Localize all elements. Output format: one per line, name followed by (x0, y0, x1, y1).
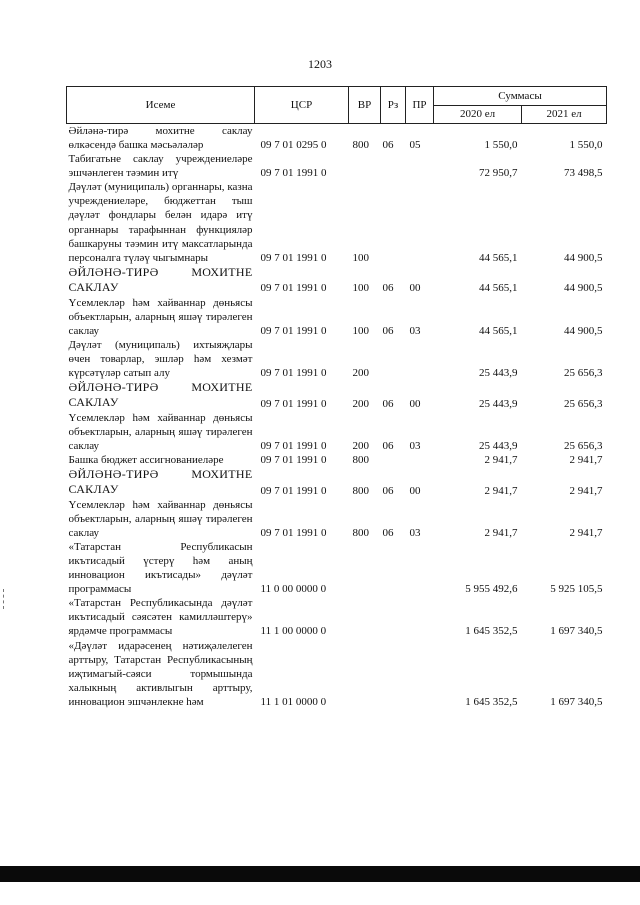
row-pr: 00 (409, 484, 421, 497)
row-csr: 09 7 01 0295 0 (260, 139, 327, 152)
row-name: Үсемлекләр һәм хайваннар дөньясы объектларын, аларның яшәү тирәлеген саклау (68, 296, 253, 337)
row-csr: 09 7 01 1991 0 (260, 439, 327, 452)
row-name: ӘЙЛӘНӘ-ТИРӘ МОХИТНЕ САКЛАУ (68, 264, 253, 295)
row-name: Дәүләт (муниципаль) органнары, казна учреждениеләре, бюджеттан тыш дәүләт фондлары белән идарә итү органнары тарафыннан функцияләр башкаруны тәэмин итү максатларында персоналга түләү чыгымнары (68, 181, 253, 264)
row-rz (381, 596, 406, 638)
row-csr: 11 0 00 0000 0 (260, 583, 327, 596)
row-name: Дәүләт (муниципаль) ихтыяҗлары өчен товарлар, эшләр һәм хезмәт күрсәтүләр сатып алу (68, 338, 253, 379)
row-name: Табигатьне саклау учреждениеләре эшчәнлеген тәэмин итү (68, 153, 253, 180)
row-sum-2020: 1 645 352,5 (465, 695, 518, 708)
row-pr (406, 180, 434, 264)
row-vr: 200 (352, 397, 369, 410)
row-sum-2021: 73 498,5 (564, 167, 603, 180)
row-vr: 100 (352, 251, 369, 264)
table-row (67, 498, 607, 540)
table-row (67, 296, 607, 338)
header-name: Исеме (67, 87, 255, 124)
table-row (67, 467, 607, 498)
row-vr: 800 (352, 453, 369, 466)
row-rz (381, 338, 406, 380)
row-sum-2021: 1 550,0 (569, 139, 603, 152)
row-csr: 09 7 01 1991 0 (260, 251, 327, 264)
row-rz (381, 453, 406, 467)
row-sum-2020: 2 941,7 (484, 526, 518, 539)
row-sum-2021: 2 941,7 (569, 453, 603, 466)
row-vr (349, 639, 381, 709)
row-sum-2020: 44 565,1 (479, 324, 518, 337)
row-pr: 03 (409, 439, 421, 452)
table-body (67, 124, 607, 709)
row-sum-2021: 5 925 105,5 (550, 583, 603, 596)
row-sum-2020: 25 443,9 (479, 366, 518, 379)
row-sum-2021: 25 656,3 (564, 397, 603, 410)
row-pr (406, 540, 434, 596)
row-sum-2020: 2 941,7 (484, 484, 518, 497)
row-sum-2020: 72 950,7 (479, 167, 518, 180)
header-year-2021: 2021 ел (522, 105, 607, 124)
row-name: «Татарстан Республикасын икътисадый үстерү һәм аның инновацион икътисады» дәүләт программасы (68, 540, 253, 596)
table-row (67, 180, 607, 264)
row-pr: 00 (409, 397, 421, 410)
row-csr: 09 7 01 1991 0 (260, 453, 327, 466)
row-vr: 800 (352, 526, 369, 539)
row-csr: 09 7 01 1991 0 (260, 366, 327, 379)
scan-margin-mark (3, 589, 5, 609)
table-row (67, 596, 607, 638)
header-csr: ЦСР (255, 87, 349, 124)
table-row (67, 265, 607, 296)
row-name: ӘЙЛӘНӘ-ТИРӘ МОХИТНЕ САКЛАУ (68, 379, 253, 410)
row-name: Үсемлекләр һәм хайваннар дөньясы объектларын, аларның яшәү тирәлеген саклау (68, 411, 253, 452)
row-vr: 200 (352, 366, 369, 379)
row-sum-2020: 1 550,0 (484, 139, 518, 152)
table-row (67, 338, 607, 380)
row-rz: 06 (382, 397, 394, 410)
row-rz (381, 639, 406, 709)
table-row (67, 380, 607, 411)
row-csr: 09 7 01 1991 0 (260, 484, 327, 497)
row-sum-2021: 2 941,7 (569, 526, 603, 539)
budget-table-container (66, 86, 606, 709)
row-sum-2021: 44 900,5 (564, 251, 603, 264)
budget-table (66, 86, 607, 709)
row-csr: 11 1 00 0000 0 (260, 625, 327, 638)
row-pr (406, 152, 434, 180)
row-sum-2020: 5 955 492,6 (465, 583, 518, 596)
row-sum-2020: 2 941,7 (484, 453, 518, 466)
row-vr: 800 (352, 484, 369, 497)
row-vr: 200 (352, 439, 369, 452)
row-sum-2021: 25 656,3 (564, 366, 603, 379)
row-rz: 06 (382, 282, 394, 295)
row-sum-2020: 25 443,9 (479, 439, 518, 452)
table-row (67, 411, 607, 453)
row-sum-2020: 44 565,1 (479, 282, 518, 295)
header-pr: ПР (406, 87, 434, 124)
row-rz: 06 (382, 439, 394, 452)
scan-bottom-bar (0, 866, 640, 882)
row-csr: 11 1 01 0000 0 (260, 695, 327, 708)
header-vr: ВР (349, 87, 381, 124)
row-csr: 09 7 01 1991 0 (260, 324, 327, 337)
row-pr: 03 (409, 526, 421, 539)
table-row (67, 152, 607, 180)
table-row (67, 453, 607, 467)
row-rz (381, 152, 406, 180)
row-csr: 09 7 01 1991 0 (260, 526, 327, 539)
row-rz: 06 (382, 139, 394, 152)
row-sum-2020: 25 443,9 (479, 397, 518, 410)
row-pr (406, 596, 434, 638)
row-vr (349, 540, 381, 596)
row-name: Башка бюджет ассигнованиеләре (68, 453, 224, 466)
header-sums: Суммасы (434, 87, 607, 106)
row-name: «Дәүләт идарәсенең нәтиҗәлелеген арттыру, Татарстан Республикасының иҗтимагый-сәяси тормышында халыкның активлыгын арттыру, инновацион эшчәнлекне һәм (68, 639, 253, 708)
row-vr: 100 (352, 282, 369, 295)
row-sum-2021: 2 941,7 (569, 484, 603, 497)
row-name: «Татарстан Республикасында дәүләт икътисадый сәясәтен камилләштерү» ярдәмче программасы (68, 597, 253, 638)
row-name: Әйләнә-тирә мохитне саклау өлкәсендә башка мәсьәләләр (68, 125, 253, 152)
row-pr (406, 639, 434, 709)
row-rz (381, 180, 406, 264)
row-name: ӘЙЛӘНӘ-ТИРӘ МОХИТНЕ САКЛАУ (68, 467, 253, 497)
page-number: 1203 (308, 57, 332, 71)
row-name: Үсемлекләр һәм хайваннар дөньясы объектларын, аларның яшәү тирәлеген саклау (68, 498, 253, 539)
row-vr (349, 152, 381, 180)
header-year-2020: 2020 ел (434, 105, 522, 124)
table-row (67, 639, 607, 709)
row-sum-2021: 1 697 340,5 (550, 625, 603, 638)
row-rz: 06 (382, 526, 394, 539)
row-sum-2020: 1 645 352,5 (465, 625, 518, 638)
row-rz: 06 (382, 484, 394, 497)
row-sum-2021: 44 900,5 (564, 324, 603, 337)
row-rz (381, 540, 406, 596)
row-sum-2021: 25 656,3 (564, 439, 603, 452)
row-csr: 09 7 01 1991 0 (260, 167, 327, 180)
row-pr (406, 338, 434, 380)
row-pr: 03 (409, 324, 421, 337)
table-row (67, 124, 607, 153)
row-vr: 100 (352, 324, 369, 337)
header-rz: Рз (381, 87, 406, 124)
row-sum-2021: 1 697 340,5 (550, 695, 603, 708)
row-rz: 06 (382, 324, 394, 337)
row-vr (349, 596, 381, 638)
table-header (67, 87, 607, 124)
row-vr: 800 (352, 139, 369, 152)
row-sum-2020: 44 565,1 (479, 251, 518, 264)
row-csr: 09 7 01 1991 0 (260, 397, 327, 410)
row-sum-2021: 44 900,5 (564, 282, 603, 295)
row-pr: 05 (409, 139, 421, 152)
table-row (67, 540, 607, 596)
row-pr (406, 453, 434, 467)
row-csr: 09 7 01 1991 0 (260, 282, 327, 295)
row-pr: 00 (409, 282, 421, 295)
